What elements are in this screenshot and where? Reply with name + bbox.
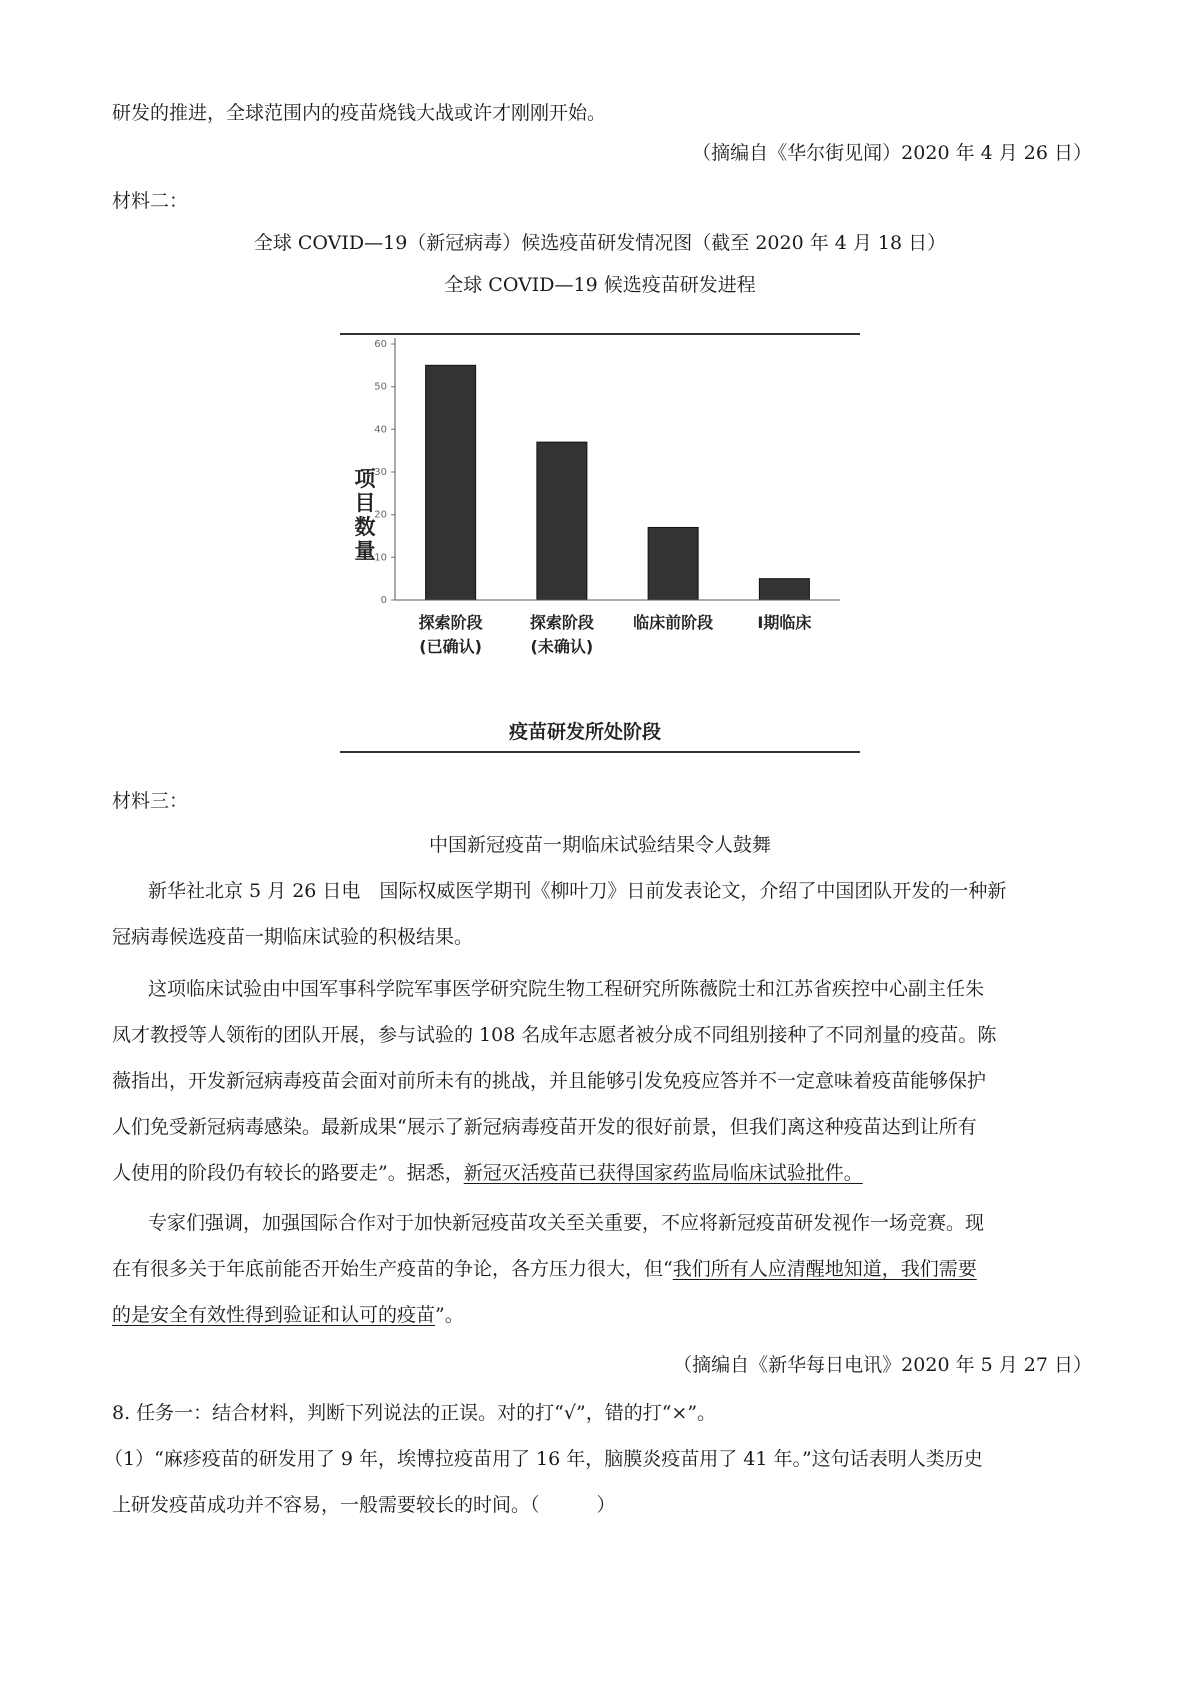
p2-line-5 [112, 1158, 863, 1185]
p3-line-3-end: ”。 [435, 1304, 464, 1326]
y-tick-label: 10 [374, 552, 387, 564]
p3-line-3 [112, 1300, 464, 1327]
bar [426, 365, 476, 600]
q1-line-1: （1）“麻疹疫苗的研发用了 9 年，埃博拉疫苗用了 16 年，脑膜炎疫苗用了 41 年。”这句话表明人类历史 [104, 1448, 983, 1470]
bar [537, 442, 587, 600]
article-title: 中国新冠疫苗一期临床试验结果令人鼓舞 [428, 834, 771, 856]
bar [648, 527, 698, 600]
y-tick-label: 0 [380, 595, 387, 606]
y-tick-label: 20 [374, 509, 387, 521]
y-axis-label-char: 项 [354, 467, 376, 491]
x-category-label: 探索阶段 [418, 613, 483, 632]
material-2-label: 材料二： [112, 190, 189, 212]
x-category-label: (未确认) [530, 637, 594, 656]
task-line: 8. 任务一：结合材料，判断下列说法的正误。对的打“√”，错的打“×”。 [112, 1402, 717, 1424]
material-3-label: 材料三： [112, 790, 189, 812]
bar [759, 579, 809, 600]
x-axis-label: 疫苗研发所处阶段 [508, 721, 662, 743]
p3-line-1: 专家们强调，加强国际合作对于加快新冠疫苗攻关至关重要，不应将新冠疫苗研发视作一场竞赛。现 [148, 1212, 985, 1234]
figure-title: 全球 COVID—19（新冠病毒）候选疫苗研发情况图（截至 2020 年 4 月 18 日） [253, 232, 947, 254]
x-category-label: 探索阶段 [529, 613, 594, 632]
p2-line-5-text: 人使用的阶段仍有较长的路要走”。据悉， [112, 1162, 464, 1184]
p3-line-2-text: 在有很多关于年底前能否开始生产疫苗的争论，各方压力很大，但“ [112, 1258, 673, 1280]
x-axis-categories [419, 613, 812, 656]
y-axis-ticks [374, 339, 395, 606]
source-citation-2: （摘编自《新华每日电讯》2020 年 5 月 27 日） [673, 1354, 1092, 1376]
bars [426, 365, 810, 600]
y-tick-label: 50 [374, 381, 387, 393]
x-category-label: I期临床 [757, 613, 812, 632]
p1-line-2: 冠病毒候选疫苗一期临床试验的积极结果。 [112, 926, 474, 948]
underlined-quote-part-2: 的是安全有效性得到验证和认可的疫苗 [112, 1304, 436, 1326]
y-tick-label: 60 [374, 339, 387, 350]
chart-svg [340, 328, 860, 758]
p2-line-3: 薇指出，开发新冠病毒疫苗会面对前所未有的挑战，并且能够引发免疫应答并不一定意味着疫苗能够保护 [112, 1070, 987, 1092]
bar-chart [340, 328, 860, 758]
y-axis-label [355, 467, 377, 563]
y-axis-label-char: 量 [354, 539, 376, 563]
chart-title: 全球 COVID—19 候选疫苗研发进程 [444, 274, 756, 296]
x-category-label: 临床前阶段 [633, 613, 714, 632]
p2-line-1: 这项临床试验由中国军事科学院军事医学研究院生物工程研究所陈薇院士和江苏省疾控中心副主任朱 [148, 978, 985, 1000]
y-tick-label: 40 [374, 424, 387, 436]
underlined-sentence-1: 新冠灭活疫苗已获得国家药监局临床试验批件。 [463, 1162, 863, 1184]
intro-line: 研发的推进，全球范围内的疫苗烧钱大战或许才刚刚开始。 [112, 102, 607, 124]
p2-line-4: 人们免受新冠病毒感染。最新成果“展示了新冠病毒疫苗开发的很好前景，但我们离这种疫苗达到让所有 [112, 1116, 977, 1138]
x-category-label: (已确认) [419, 637, 482, 656]
p2-line-2: 凤才教授等人领衔的团队开展，参与试验的 108 名成年志愿者被分成不同组别接种了不同剂量的疫苗。陈 [112, 1024, 997, 1046]
q1-line-2: 上研发疫苗成功并不容易，一般需要较长的时间。（ ） [112, 1494, 616, 1516]
y-axis-label-char: 数 [354, 515, 376, 539]
y-axis-label-char: 目 [354, 491, 376, 515]
p1-line-1: 新华社北京 5 月 26 日电 国际权威医学期刊《柳叶刀》日前发表论文，介绍了中国团队开发的一种新 [148, 880, 1007, 902]
p3-line-2 [112, 1254, 977, 1281]
source-citation-1: （摘编自《华尔街见闻）2020 年 4 月 26 日） [692, 142, 1092, 164]
y-tick-label: 30 [374, 467, 387, 478]
underlined-quote-part-1: 我们所有人应清醒地知道，我们需要 [672, 1258, 977, 1280]
